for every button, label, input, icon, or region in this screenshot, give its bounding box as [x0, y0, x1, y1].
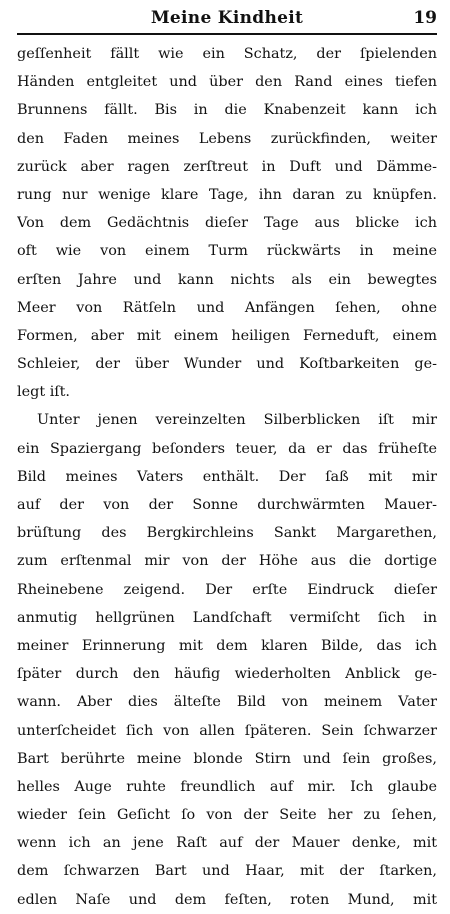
text-line: meiner Erinnerung mit dem klaren Bilde, das ich [17, 637, 437, 654]
text-line: wenn ich an jene Raſt auf der Mauer denke, mit [17, 835, 437, 852]
header-rule [17, 33, 437, 35]
text-line: oft wie von einem Turm rückwärts in meine [17, 243, 437, 260]
text-line: zurück aber ragen zerſtreut in Duft und Dämme- [17, 158, 437, 175]
text-line: Von dem Gedächtnis dieſer Tage aus blicke ich [17, 215, 437, 232]
text-line: Händen entgleitet und über den Rand eines tiefen [17, 74, 437, 91]
body-text [17, 40, 437, 914]
text-line: anmutig hellgrünen Landſchaft vermiſcht ſich in [17, 609, 437, 626]
text-line: dem ſchwarzen Bart und Haar, mit der ſtarken, [17, 863, 437, 880]
text-line: legt iſt. [17, 384, 70, 401]
text-line: auf der von der Sonne durchwärmten Mauer- [17, 497, 437, 513]
text-line: helles Auge ruhte freundlich auf mir. Ich glaube [17, 778, 437, 795]
text-line: Bild meines Vaters enthält. Der ſaß mit mir [17, 468, 437, 485]
text-line: Meer von Rätſeln und Anfängen ſehen, ohne [17, 299, 437, 316]
text-line: Unter jenen vereinzelten Silberblicken iſt mir [37, 412, 437, 429]
text-line: wann. Aber dies älteſte Bild von meinem Vater [17, 694, 437, 711]
page-number: 19 [413, 8, 437, 28]
text-line: erſten Jahre und kann nichts als ein bewegtes [17, 271, 437, 288]
text-line: Brunnens fällt. Bis in die Knabenzeit kann ich [17, 102, 437, 119]
text-line: Rheinebene zeigend. Der erſte Eindruck dieſer [17, 581, 437, 598]
text-line: rung nur wenige klare Tage, ihn daran zu knüpfen. [17, 186, 437, 203]
text-line: ſpäter durch den häufig wiederholten Anblick ge- [17, 666, 437, 683]
text-line: ein Spaziergang beſonders teuer, da er das früheſte [17, 440, 437, 457]
text-line: den Faden meines Lebens zurückfinden, weiter [17, 130, 437, 147]
text-line: edlen Naſe und dem feſten, roten Mund, mit [17, 891, 437, 908]
text-line: Schleier, der über Wunder und Koſtbarkeiten ge- [17, 356, 437, 373]
running-title: Meine Kindheit [150, 8, 304, 28]
text-line: Formen, aber mit einem heiligen Ferneduft, einem [17, 327, 437, 344]
text-line: unterſcheidet ſich von allen ſpäteren. Sein ſchwarzer [17, 722, 437, 739]
text-line: brüſtung des Bergkirchleins Sankt Margarethen, [17, 525, 437, 542]
text-line: geſſenheit fällt wie ein Schatz, der ſpielenden [17, 46, 437, 62]
text-line: Bart berührte meine blonde Stirn und ſein großes, [17, 750, 437, 767]
text-line: zum erſtenmal mir von der Höhe aus die dortige [17, 553, 437, 570]
text-line: wieder ſein Geſicht ſo von der Seite her zu ſehen, [17, 807, 437, 824]
page-header [17, 6, 437, 32]
